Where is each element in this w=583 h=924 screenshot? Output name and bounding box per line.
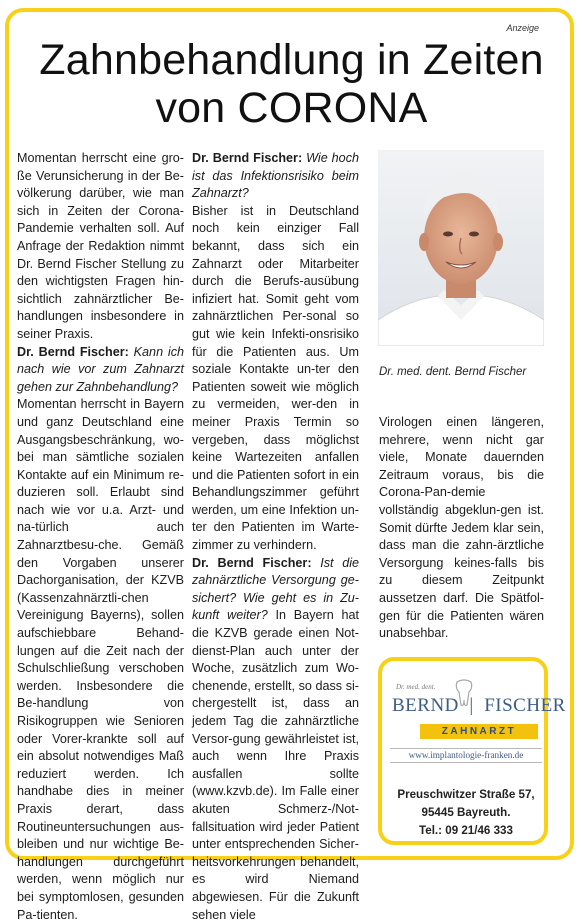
question-2-speaker: Dr. Bernd Fischer: (192, 151, 303, 165)
logo-first-name: BERND (392, 695, 459, 716)
photo-caption: Dr. med. dent. Bernd Fischer (379, 366, 527, 378)
website-link[interactable]: www.implantologie-franken.de (390, 748, 542, 763)
text-column-2 (192, 150, 359, 924)
headline-line-2: von CORONA (155, 84, 428, 132)
text-column-1 (17, 150, 184, 924)
logo-separator: | (464, 695, 479, 716)
phone-number: Tel.: 09 21/46 333 (419, 824, 513, 837)
advertisement-label: Anzeige (506, 23, 539, 33)
question-3-speaker: Dr. Bernd Fischer: (192, 555, 312, 570)
question-3 (192, 555, 359, 924)
portrait-photo (378, 150, 544, 346)
address-city: 95445 Bayreuth. (421, 806, 511, 819)
question-1-text: Kann ich nach wie vor zum Zahnarzt gehen zur Zahnbehandlung? (17, 344, 184, 394)
logo-last-name: FISCHER (484, 695, 566, 716)
headline-line-1: Zahnbehandlung in Zeiten (39, 36, 544, 84)
profession-bar: ZAHNARZT (420, 724, 538, 739)
logo-title-small: Dr. med. dent. (396, 683, 436, 691)
question-1-speaker: Dr. Bernd Fischer: (17, 344, 129, 359)
question-3-text: Ist die zahnärztliche Versorgung ge-sichert? Wie geht es in Zu-kunft weiter? (192, 555, 359, 623)
answer-3: In Bayern hat die KZVB gerade einen Not-dienst-Plan auch unter der Woche, zusätzlich zum Wo-chenende, erstellt, so dass si-chergestellt ist, dass an jedem Tag die zahnärztliche Versor-gung gewährleistet ist, auch wenn Ihre Praxis ausfallen sollte (www.kzvb.de). Im Falle einer akuten Schmerz-/Not-fallsituation wird jeder Patient unter entsprechenden Sicher-heitsvorkehrungen behandelt, es wird Niemand abgewiesen. Für die Zukunft sehen viele (192, 608, 359, 922)
answer-2: Bisher ist in Deutschland noch kein einziger Fall bekannt, dass sich ein Zahnarzt oder Mitarbeiter durch die Berufs-ausübung infiziert hat. Somit geht vom zahnärztlichen Per-sonal so gut wie kein Infekti-onsrisiko für die Patienten aus. Um soziale Kontakte un-ter den Patienten soweit wie möglich zu vermeiden, wer-den in meiner Praxis Termin so vergeben, dass möglichst keine Wartezeiten anfallen und die Patienten sofort in ein Behandlungszimmer geführt werden, um eine Infektion un-ter den Patienten im Warte-zimmer zu verhindern. (192, 203, 359, 553)
practice-address (386, 786, 546, 840)
logo-name (392, 695, 566, 717)
question-1 (17, 344, 184, 397)
portrait-illustration (378, 150, 544, 346)
intro-paragraph: Momentan herrscht eine gro-ße Verunsicherung in der Be-völkerung darüber, wie man sich in Zeiten der Corona-Pandemie verhalten soll. Auf Anfrage der Redaktion nimmt Dr. Bernd Fischer Stellung zu den wichtigsten Fragen hin-sichtlich zahnärztlicher Be-handlungen insbesondere in seiner Praxis. (17, 151, 184, 341)
answer-1: Momentan herrscht in Bayern und ganz Deutschland eine Ausgangsbeschränkung, wo-bei man sämtliche sozialen Kontakte auf ein Minimum re-duzieren soll. Erlaubt sind nach wie vor u.a. Arzt- und na-türlich auch Zahnarztbesu-che. Gemäß den Vorgaben unserer Dachorganisation, der KZVB (Kassenzahnärztli-chen Vereinigung Bayerns), sollen aufschiebbare Behand-lungen auf die Zeit nach der Schulschließung verschoben werden. Insbesondere die Be-handlung von Risikogruppen wie Senioren oder Vorer-krankte soll auf ein absolut notwendiges Maß reduziert werden. Ich handhabe dies in meiner Praxis derart, dass Routineuntersuchungen aus-bleiben und nur wichtige Be-handlungen durchgeführt werden, wenn möglich nur bei symptomlosen, gesunden Pa-tienten. (17, 397, 184, 922)
question-2-text: Wie hoch ist das Infektionsrisiko beim Zahnarzt? (192, 151, 359, 201)
answer-3-continued: Virologen einen längeren, mehrere, wenn nicht gar viele, Monate dauernden Zeitraum voraus, bis die Corona-Pan-demie vollständig abgeklun-gen ist. Somit dürfte Jedem klar sein, dass man die zahn-ärztliche Versorgung keines-falls bis zu diesem Zeitpunkt aussetzen darf. Die Spätfol-gen für die Patienten wären unabsehbar. (379, 415, 544, 641)
headline (14, 36, 569, 132)
address-street: Preuschwitzer Straße 57, (397, 788, 535, 801)
question-2 (192, 150, 359, 203)
practice-ad-box (378, 657, 566, 845)
text-column-3 (379, 414, 544, 643)
